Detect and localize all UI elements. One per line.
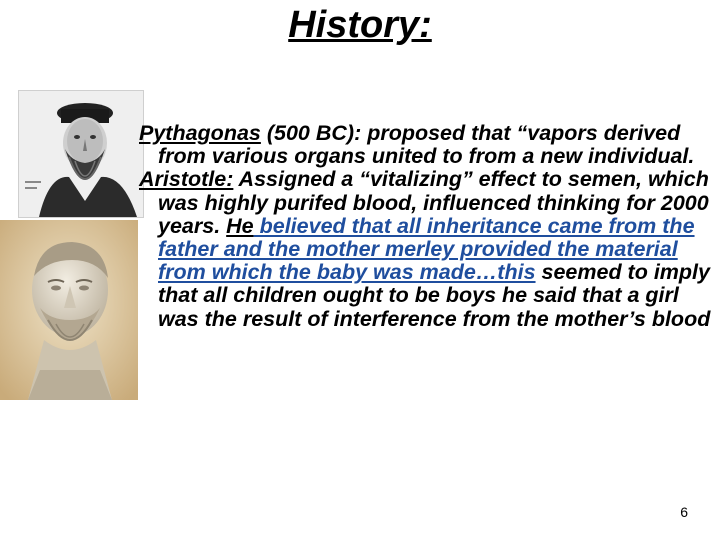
slide-body [139, 122, 714, 331]
slide-title: History: [288, 4, 432, 46]
aristotle-text-2: seemed to imply that all children ought to be boys he said that a girl was the result of interference from the mother’s blood [158, 260, 711, 331]
pythagoras-name: Pythagonas [139, 121, 261, 145]
page-number: 6 [680, 504, 688, 520]
aristotle-name: Aristotle: [139, 167, 234, 192]
paragraph-aristotle [139, 168, 714, 330]
aristotle-bust-image [0, 220, 138, 400]
aristotle-highlight: believed that all inheritance came from the father and the mother merley provided the material from which the baby was made…this [158, 213, 695, 285]
aristotle-bust-illustration [0, 220, 138, 400]
aristotle-he: He [226, 213, 254, 238]
paragraph-pythagoras [139, 122, 714, 168]
pythagoras-engraving-image [18, 90, 144, 218]
pythagoras-engraving-illustration [19, 91, 143, 217]
aristotle-text-1: Assigned a “vitalizing” effect to semen, which was highly purifed blood, influenced thinking for 2000 years. [158, 167, 709, 238]
pythagoras-text: (500 BC): proposed that “vapors derived from various organs united to from a new individual. [158, 121, 695, 169]
